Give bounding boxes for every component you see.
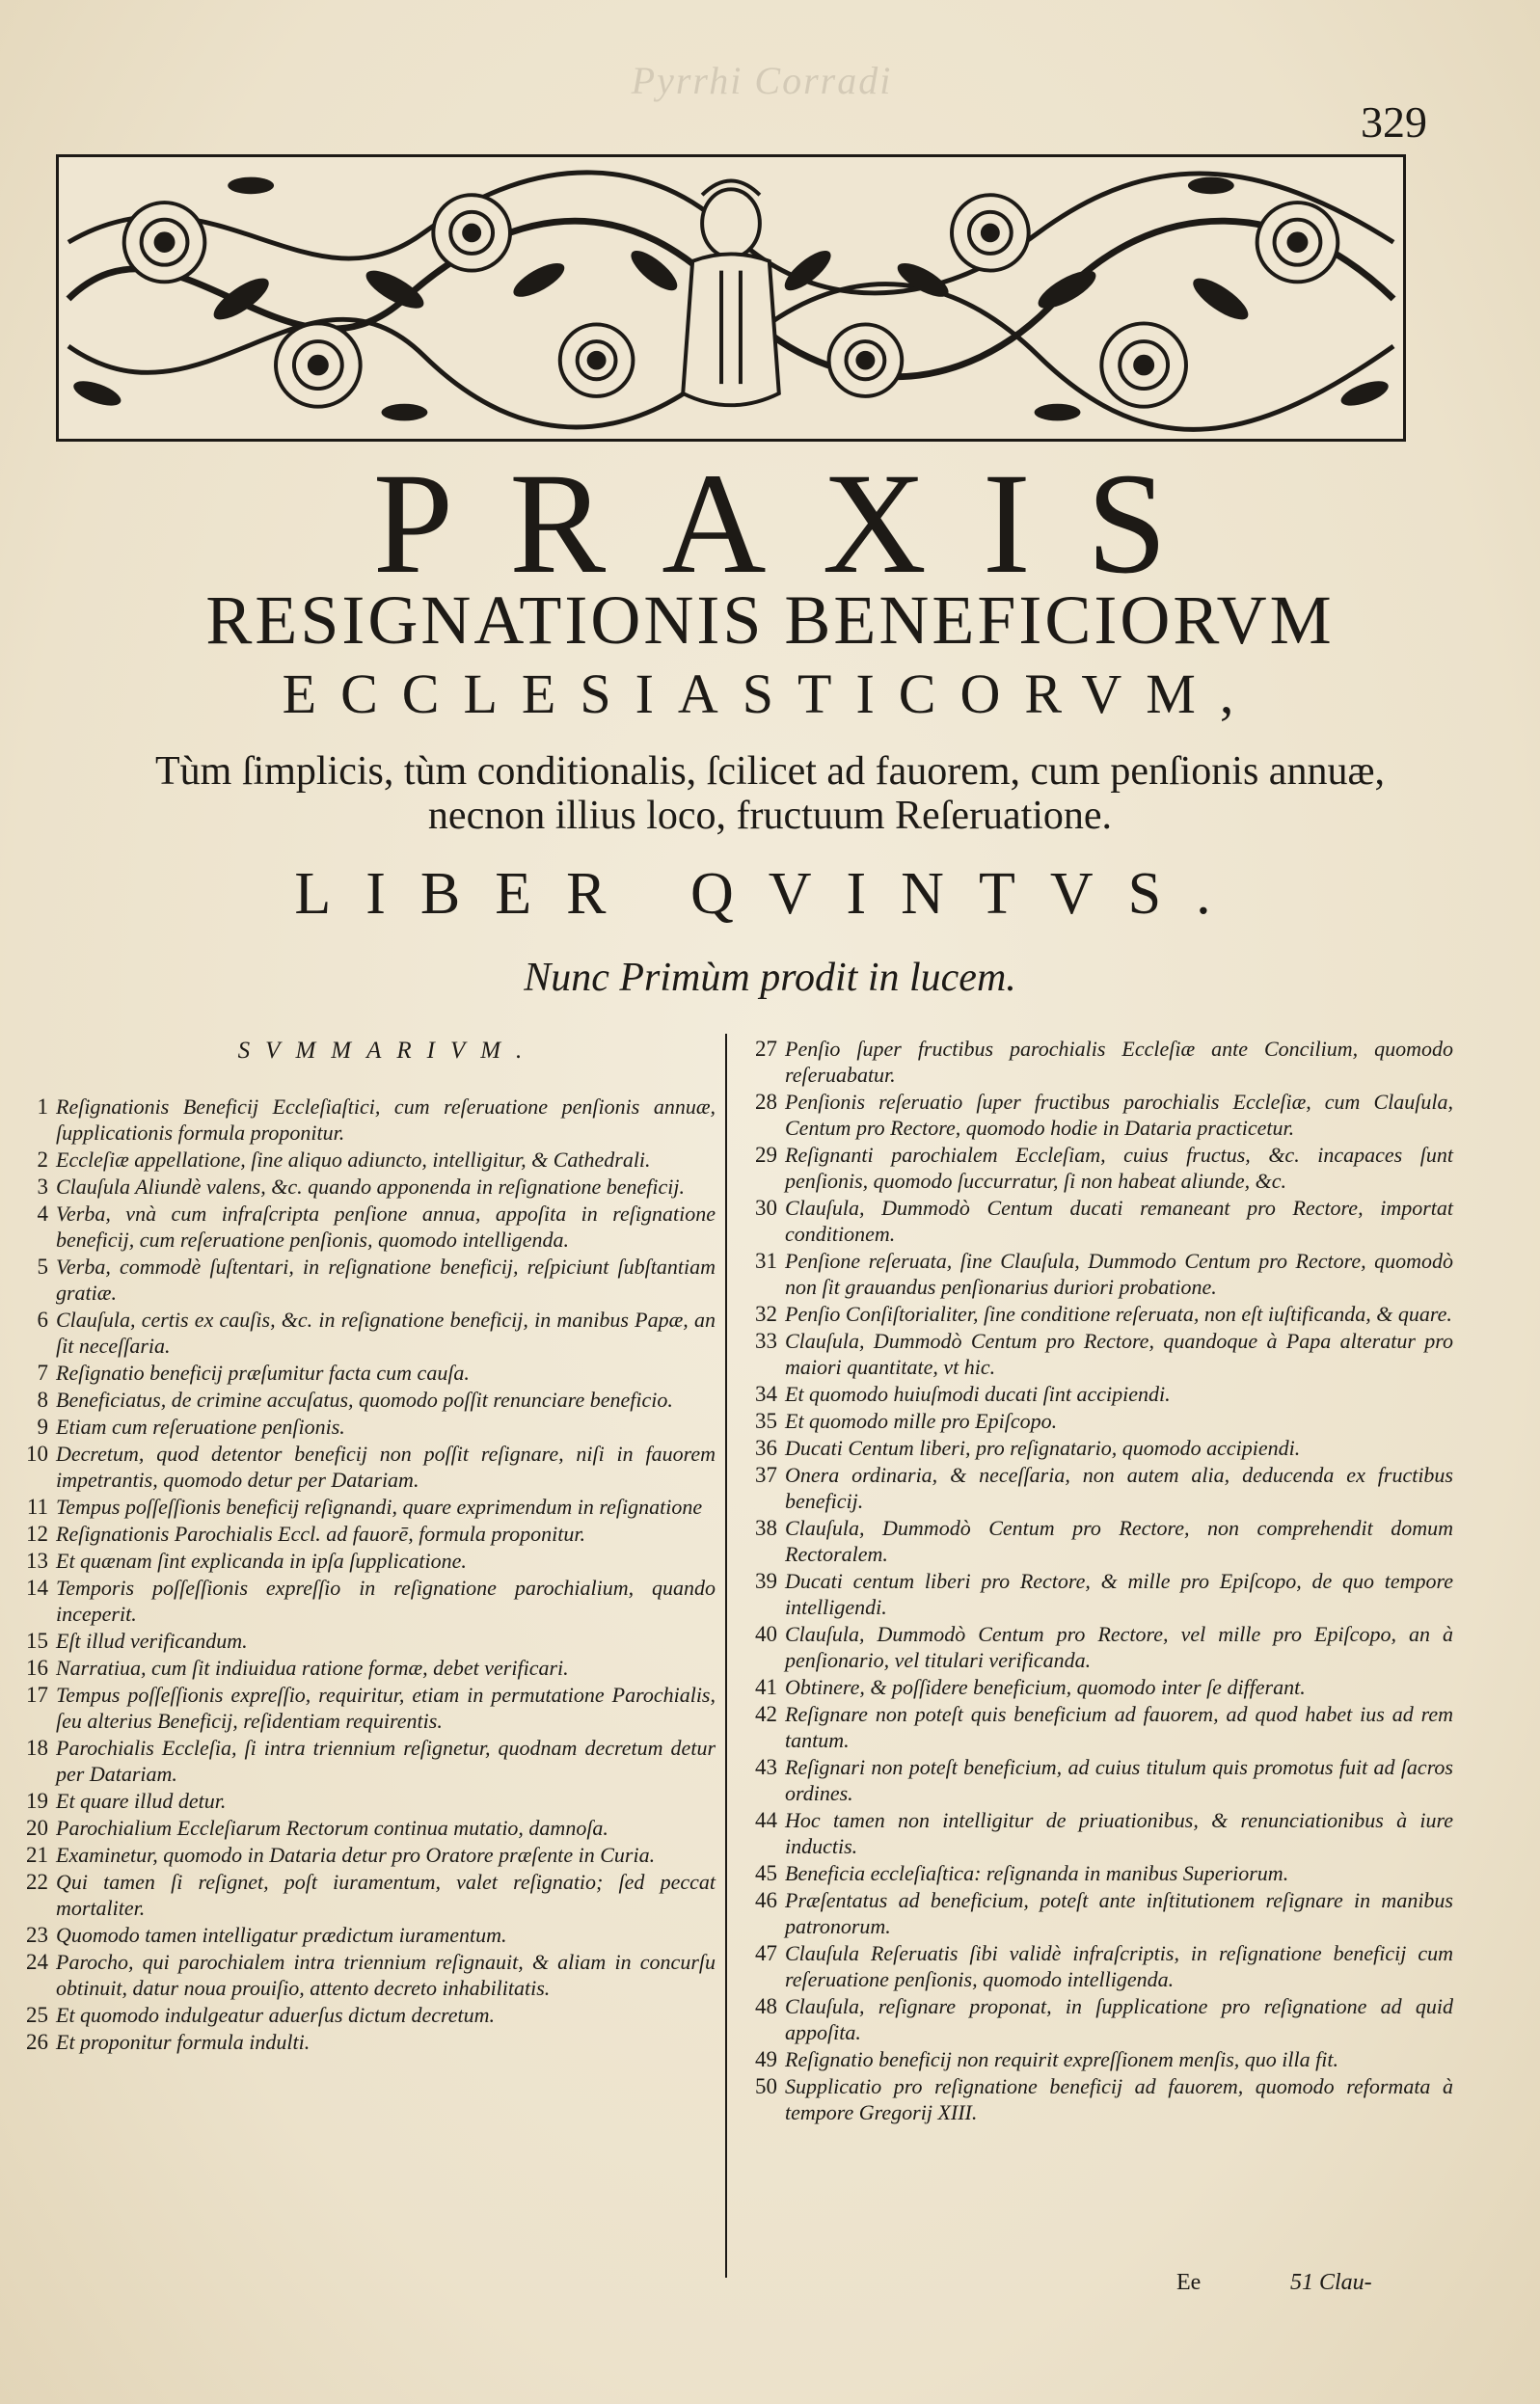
summary-entry xyxy=(15,1201,716,1253)
subtitle-line-2: necnon illius loco, fructuum Reſeruatione. xyxy=(427,794,1113,838)
floral-headpiece-icon xyxy=(56,154,1406,442)
entry-text: Penſio Conſiſtorialiter, ſine conditione reſeruata, non eſt iuſtificanda, & quare. xyxy=(785,1302,1452,1326)
entry-text: Tempus poſſeſſionis beneficij reſignandi, quare exprimendum in reſignatione xyxy=(56,1495,703,1519)
entry-text: Verba, commodè ſuſtentari, in reſignatione beneficij, reſpiciunt ſubſtantiam gratiæ. xyxy=(56,1255,716,1305)
entry-number: 25 xyxy=(26,2003,48,2027)
entry-number: 4 xyxy=(37,1202,48,1226)
entry-text: Clauſula, reſignare proponat, in ſupplicatione pro reſignatione ad quid appoſita. xyxy=(785,1994,1453,2044)
entry-text: Parocho, qui parochialem intra triennium reſignauit, & aliam in concurſu obtinuit, datur noua prouiſio, attento decreto inhabilitatis. xyxy=(56,1950,716,2000)
entry-text: Clauſula, certis ex cauſis, &c. in reſignatione beneficij, in manibus Papæ, an ſit neceſſaria. xyxy=(56,1308,716,1358)
entry-number: 22 xyxy=(26,1870,48,1894)
entry-text: Ducati centum liberi pro Rectore, & mille pro Epiſcopo, de quo tempore intelligendi. xyxy=(785,1569,1453,1619)
entry-text: Etiam cum reſeruatione penſionis. xyxy=(56,1415,345,1439)
summary-entry xyxy=(744,1328,1453,1380)
entry-number: 5 xyxy=(37,1255,48,1279)
summary-entry xyxy=(15,1922,716,1948)
entry-text: Reſignationis Beneficij Eccleſiaſtici, cum reſeruatione penſionis annuæ, ſupplicationis formula proponitur. xyxy=(56,1094,716,1145)
summary-entry xyxy=(15,1655,716,1681)
summary-entry xyxy=(744,1515,1453,1567)
entry-text: Narratiua, cum ſit indiuidua ratione formæ, debet verificari. xyxy=(56,1656,569,1680)
summary-entry xyxy=(15,1842,716,1868)
summary-entry xyxy=(15,1521,716,1547)
summary-entry xyxy=(15,1360,716,1386)
summary-entry xyxy=(744,1860,1453,1886)
entry-text: Clauſula Aliundè valens, &c. quando apponenda in reſignatione beneficij. xyxy=(56,1175,685,1199)
entry-number: 7 xyxy=(37,1361,48,1385)
entry-number: 38 xyxy=(755,1516,777,1540)
summary-entry xyxy=(744,1408,1453,1434)
summary-entry xyxy=(744,1462,1453,1514)
entry-text: Parochialium Eccleſiarum Rectorum continua mutatio, damnoſa. xyxy=(56,1816,608,1840)
summary-entry xyxy=(744,1301,1453,1327)
entry-text: Clauſula, Dummodò Centum ducati remaneant pro Rectore, importat conditionem. xyxy=(785,1196,1453,1246)
entry-number: 39 xyxy=(755,1569,777,1593)
entry-number: 32 xyxy=(755,1302,777,1326)
entry-text: Reſignatio beneficij non requirit expreſſionem menſis, quo illa fit. xyxy=(785,2047,1338,2071)
entry-number: 47 xyxy=(755,1941,777,1965)
entry-text: Penſione reſeruata, ſine Clauſula, Dummodo Centum pro Rectore, quomodò non ſit grauandus penſionarius duriori probatione. xyxy=(785,1249,1453,1299)
subtitle-line-1: Tùm ſimplicis, tùm conditionalis, ſcilicet ad fauorem, cum penſionis annuæ, xyxy=(155,749,1385,794)
summary-entry xyxy=(744,1807,1453,1859)
entry-number: 2 xyxy=(37,1148,48,1172)
entry-text: Et quomodo mille pro Epiſcopo. xyxy=(785,1409,1058,1433)
entry-number: 20 xyxy=(26,1816,48,1840)
entry-number: 34 xyxy=(755,1382,777,1406)
summary-entry xyxy=(744,1089,1453,1141)
entry-text: Clauſula, Dummodò Centum pro Rectore, non comprehendit domum Rectoralem. xyxy=(785,1516,1453,1566)
entry-text: Reſignari non poteſt beneficium, ad cuius titulum quis promotus fuit ad ſacros ordines. xyxy=(785,1755,1453,1805)
entry-number: 19 xyxy=(26,1789,48,1813)
entry-number: 3 xyxy=(37,1175,48,1199)
entry-number: 50 xyxy=(755,2074,777,2098)
entry-text: Reſignare non poteſt quis beneficium ad fauorem, ad quod habet ius ad rem tantum. xyxy=(785,1702,1453,1752)
entry-number: 16 xyxy=(26,1656,48,1680)
entry-number: 28 xyxy=(755,1090,777,1114)
entry-text: Et quomodo indulgeatur aduerſus dictum decretum. xyxy=(56,2003,496,2027)
title-line-1: RESIGNATIONIS BENEFICIORVM xyxy=(205,581,1335,659)
signature-mark: Ee xyxy=(1176,2270,1202,2295)
summary-entry xyxy=(15,1147,716,1173)
entry-number: 42 xyxy=(755,1702,777,1726)
entry-number: 44 xyxy=(755,1808,777,1832)
entry-text: Eccleſiæ appellatione, ſine aliquo adiuncto, intelligitur, & Cathedrali. xyxy=(56,1148,651,1172)
summary-entry xyxy=(15,1735,716,1787)
entry-text: Reſignationis Parochialis Eccl. ad fauorē, formula proponitur. xyxy=(56,1522,585,1546)
summary-entry xyxy=(744,1621,1453,1673)
entry-text: Penſio ſuper fructibus parochialis Eccleſiæ ante Concilium, quomodo reſeruabatur. xyxy=(785,1037,1453,1087)
summary-entry xyxy=(15,1414,716,1440)
entry-number: 26 xyxy=(26,2030,48,2054)
entry-number: 29 xyxy=(755,1143,777,1167)
entry-number: 45 xyxy=(755,1861,777,1885)
entry-number: 13 xyxy=(26,1549,48,1573)
entry-number: 8 xyxy=(37,1388,48,1412)
entry-text: Et quare illud detur. xyxy=(56,1789,227,1813)
summary-entry xyxy=(744,1568,1453,1620)
summary-entry xyxy=(15,1815,716,1841)
summary-entry xyxy=(15,1307,716,1359)
entry-number: 1 xyxy=(37,1094,48,1119)
summary-entry xyxy=(15,1441,716,1493)
summary-entry xyxy=(15,2002,716,2028)
entry-text: Decretum, quod detentor beneficij non poſſit reſignare, niſi in fauorem impetrantis, quomodo detur per Datariam. xyxy=(56,1442,716,1492)
entry-text: Beneficiatus, de crimine accuſatus, quomodo poſſit renunciare beneficio. xyxy=(56,1388,673,1412)
column-divider xyxy=(725,1034,727,2278)
entry-text: Supplicatio pro reſignatione beneficij ad fauorem, quomodo reformata à tempore Gregorij XIII. xyxy=(785,2074,1453,2124)
summary-entry xyxy=(15,1387,716,1413)
summary-heading: SVMMARIVM. xyxy=(237,1038,538,1064)
entry-number: 24 xyxy=(26,1950,48,1974)
entry-text: Reſignanti parochialem Eccleſiam, cuius fructus, &c. incapaces ſunt penſionis, quomodo ſuccurratur, ſi non habeat aliunde, &c. xyxy=(785,1143,1453,1193)
entry-number: 35 xyxy=(755,1409,777,1433)
entry-number: 33 xyxy=(755,1329,777,1353)
summary-entry xyxy=(744,1701,1453,1753)
entry-text: Beneficia eccleſiaſtica: reſignanda in manibus Superiorum. xyxy=(785,1861,1289,1885)
summary-entry xyxy=(744,1435,1453,1461)
summary-entry xyxy=(744,2073,1453,2125)
entry-text: Tempus poſſeſſionis expreſſio, requiritur, etiam in permutatione Parochialis, ſeu alterius Beneficij, reſidentiam requirentis. xyxy=(56,1683,716,1733)
summary-entry xyxy=(15,1682,716,1734)
entry-text: Clauſula, Dummodò Centum pro Rectore, quandoque à Papa alteratur pro maiori quantitate, vt hic. xyxy=(785,1329,1453,1379)
summary-entry xyxy=(15,1869,716,1921)
entry-number: 49 xyxy=(755,2047,777,2071)
entry-text: Penſionis reſeruatio ſuper fructibus parochialis Eccleſiæ, cum Clauſula, Centum pro Rectore, quomodo hodie in Dataria practicetur. xyxy=(785,1090,1453,1140)
entry-number: 23 xyxy=(26,1923,48,1947)
entry-number: 14 xyxy=(26,1576,48,1600)
entry-number: 46 xyxy=(755,1888,777,1912)
entry-number: 17 xyxy=(26,1683,48,1707)
entry-text: Verba, vnà cum infraſcripta penſione annua, appoſita in reſignatione beneficij, cum reſeruatione penſionis, quomodo intelligenda. xyxy=(56,1202,716,1252)
entry-number: 6 xyxy=(37,1308,48,1332)
summary-entry xyxy=(744,1887,1453,1939)
entry-number: 15 xyxy=(26,1629,48,1653)
summary-entry xyxy=(15,1949,716,2001)
entry-text: Clauſula, Dummodò Centum pro Rectore, vel mille pro Epiſcopo, an à penſionario, vel titulari verificanda. xyxy=(785,1622,1453,1672)
entry-number: 40 xyxy=(755,1622,777,1646)
floral-headpiece-svg xyxy=(59,157,1403,439)
entry-text: Qui tamen ſi reſignet, poſt iuramentum, valet reſignatio; ſed peccat mortaliter. xyxy=(56,1870,716,1920)
summary-entry xyxy=(744,1940,1453,1992)
entry-number: 21 xyxy=(26,1843,48,1867)
entry-number: 18 xyxy=(26,1736,48,1760)
summary-entry xyxy=(15,1788,716,1814)
entry-text: Onera ordinaria, & neceſſaria, non autem alia, deducenda ex fructibus beneficij. xyxy=(785,1463,1453,1513)
book-heading: LIBER QVINTVS. xyxy=(294,861,1246,927)
catchword: 51 Clau- xyxy=(1290,2270,1372,2295)
title-line-2: ECCLESIASTICORVM, xyxy=(282,662,1258,725)
title-praxis: PRAXIS xyxy=(372,444,1224,604)
entry-text: Præſentatus ad beneficium, poteſt ante inſtitutionem reſignare in manibus patronorum. xyxy=(785,1888,1453,1938)
summary-entry xyxy=(15,1548,716,1574)
summary-entry xyxy=(15,1628,716,1654)
entry-text: Clauſula Reſeruatis ſibi validè infraſcriptis, in reſignatione beneficij cum reſeruatione penſionis, quomodo intelligenda. xyxy=(785,1941,1453,1991)
entry-text: Obtinere, & poſſidere beneficium, quomodo inter ſe differant. xyxy=(785,1675,1306,1699)
entry-number: 48 xyxy=(755,1994,777,2018)
entry-text: Hoc tamen non intelligitur de priuationibus, & renunciationibus à iure inductis. xyxy=(785,1808,1453,1858)
entry-text: Examinetur, quomodo in Dataria detur pro Oratore præſente in Curia. xyxy=(56,1843,656,1867)
summary-column-left xyxy=(15,1094,716,2056)
entry-text: Et proponitur formula indulti. xyxy=(56,2030,311,2054)
entry-text: Parochialis Eccleſia, ſi intra triennium reſignetur, quodnam decretum detur per Datariam. xyxy=(56,1736,716,1786)
summary-entry xyxy=(744,1142,1453,1194)
summary-entry xyxy=(15,1575,716,1627)
bleed-through-text: Pyrrhi Corradi xyxy=(631,59,893,102)
entry-number: 9 xyxy=(37,1415,48,1439)
summary-entry xyxy=(744,1674,1453,1700)
entry-number: 43 xyxy=(755,1755,777,1779)
entry-number: 41 xyxy=(755,1675,777,1699)
entry-text: Eſt illud verificandum. xyxy=(56,1629,248,1653)
entry-text: Quomodo tamen intelligatur prædictum iuramentum. xyxy=(56,1923,507,1947)
entry-number: 36 xyxy=(755,1436,777,1460)
entry-text: Temporis poſſeſſionis expreſſio in reſignatione parochialium, quando inceperit. xyxy=(56,1576,716,1626)
publication-note: Nunc Primùm prodit in lucem. xyxy=(524,956,1016,1000)
entry-number: 11 xyxy=(26,1495,48,1519)
summary-entry xyxy=(15,1174,716,1200)
entry-number: 30 xyxy=(755,1196,777,1220)
entry-number: 27 xyxy=(755,1037,777,1061)
summary-entry xyxy=(15,1094,716,1146)
page-number: 329 xyxy=(1361,97,1427,147)
entry-text: Et quomodo huiuſmodi ducati ſint accipiendi. xyxy=(785,1382,1171,1406)
entry-text: Reſignatio beneficij præſumitur facta cum cauſa. xyxy=(56,1361,470,1385)
entry-number: 12 xyxy=(26,1522,48,1546)
summary-entry xyxy=(15,1254,716,1306)
summary-column-right xyxy=(744,1036,1453,2126)
summary-entry xyxy=(15,2029,716,2055)
entry-text: Et quænam ſint explicanda in ipſa ſupplicatione. xyxy=(56,1549,467,1573)
summary-entry xyxy=(744,1754,1453,1806)
summary-entry xyxy=(744,1993,1453,2045)
summary-entry xyxy=(744,2046,1453,2072)
entry-number: 37 xyxy=(755,1463,777,1487)
summary-entry xyxy=(15,1494,716,1520)
entry-number: 31 xyxy=(755,1249,777,1273)
entry-text: Ducati Centum liberi, pro reſignatario, quomodo accipiendi. xyxy=(785,1436,1301,1460)
summary-entry xyxy=(744,1381,1453,1407)
entry-number: 10 xyxy=(26,1442,48,1466)
summary-entry xyxy=(744,1195,1453,1247)
summary-entry xyxy=(744,1036,1453,1088)
summary-entry xyxy=(744,1248,1453,1300)
